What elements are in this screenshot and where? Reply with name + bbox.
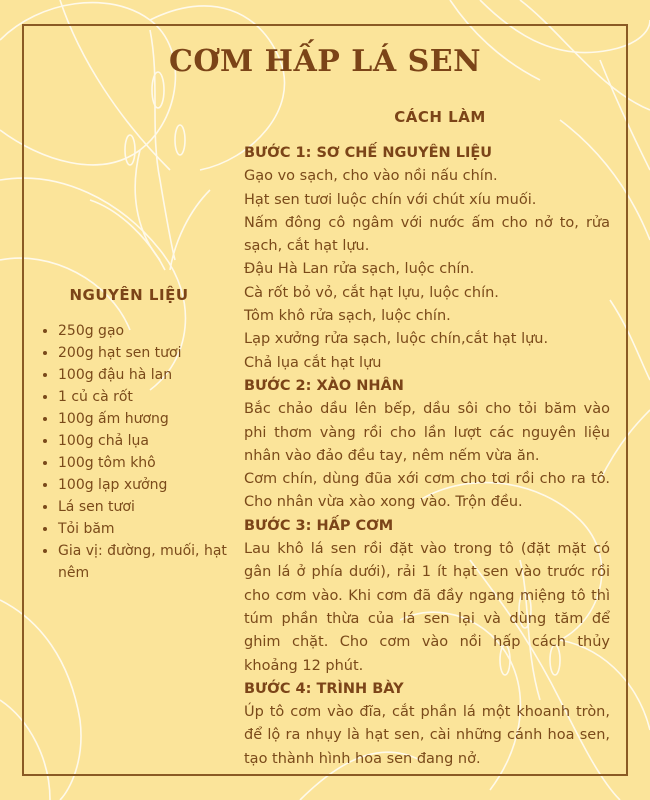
step-line: Bắc chảo dầu lên bếp, dầu sôi cho tỏi băm vào phi thơm vàng rồi cho lần lượt các nguyên liệu nhân vào đảo đều tay, nêm nếm vừa ăn. [244, 401, 610, 464]
ingredient-item: • Tỏi băm [58, 518, 242, 540]
ingredient-item: • 250g gạo [58, 320, 242, 342]
step-line: Cà rốt bỏ vỏ, cắt hạt lựu, luộc chín. [244, 284, 499, 301]
step-line: Úp tô cơm vào đĩa, cắt phần lá một khoanh tròn, để lộ ra nhụy là hạt sen, cài những cánh hoa sen, tạo thành hình hoa sen đang nở. [244, 704, 610, 767]
ingredient-item: • 100g đậu hà lan [58, 364, 242, 386]
step-3-title: BƯỚC 3: HẤP CƠM [244, 517, 394, 534]
step-line: Cơm chín, dùng đũa xới cơm cho tơi rồi cho ra tô. Cho nhân vừa xào xong vào. Trộn đều. [244, 471, 610, 511]
ingredient-item: • Gia vị: đường, muối, hạt nêm [58, 540, 242, 584]
ingredients-heading: NGUYÊN LIỆU [69, 286, 189, 304]
method-heading: CÁCH LÀM [394, 108, 486, 126]
ingredient-item: • 200g hạt sen tươi [58, 342, 242, 364]
step-line: Đậu Hà Lan rửa sạch, luộc chín. [244, 261, 475, 278]
step-line: Hạt sen tươi luộc chín với chút xíu muối. [244, 191, 537, 208]
step-line: Lạp xưởng rửa sạch, luộc chín,cắt hạt lựu. [244, 331, 549, 348]
step-line: Chả lụa cắt hạt lựu [244, 354, 382, 371]
ingredient-item: • Lá sen tươi [58, 496, 242, 518]
page-title: CƠM HẤP LÁ SEN [168, 44, 482, 79]
step-line: Nấm đông cô ngâm với nước ấm cho nở to, rửa sạch, cắt hạt lựu. [244, 214, 610, 255]
step-line: Tôm khô rửa sạch, luộc chín. [244, 308, 451, 325]
ingredients-list [32, 320, 242, 584]
step-line: Gạo vo sạch, cho vào nồi nấu chín. [244, 168, 498, 185]
ingredient-item: • 100g ấm hương [58, 408, 242, 430]
step-4-title: BƯỚC 4: TRÌNH BÀY [244, 680, 404, 697]
step-1-title: BƯỚC 1: SƠ CHẾ NGUYÊN LIỆU [244, 145, 493, 161]
step-line: Lau khô lá sen rồi đặt vào trong tô (đặt mặt có gân lá ở phía dưới), rải 1 ít hạt sen vào trước rồi cho cơm vào. Khi cơm đã đầy ngang miệng tô thì túm phần thừa của lá sen lại và dùng tăm để ghim chặt. Cho cơm vào nồi hấp cách thủy khoảng 12 phút. [244, 541, 610, 674]
step-2-title: BƯỚC 2: XÀO NHÂN [244, 377, 404, 394]
ingredient-item: • 100g tôm khô [58, 452, 242, 474]
ingredient-item: • 1 củ cà rốt [58, 386, 242, 408]
ingredient-item: • 100g lạp xưởng [58, 474, 242, 496]
ingredient-item: • 100g chả lụa [58, 430, 242, 452]
method-steps [244, 142, 610, 771]
